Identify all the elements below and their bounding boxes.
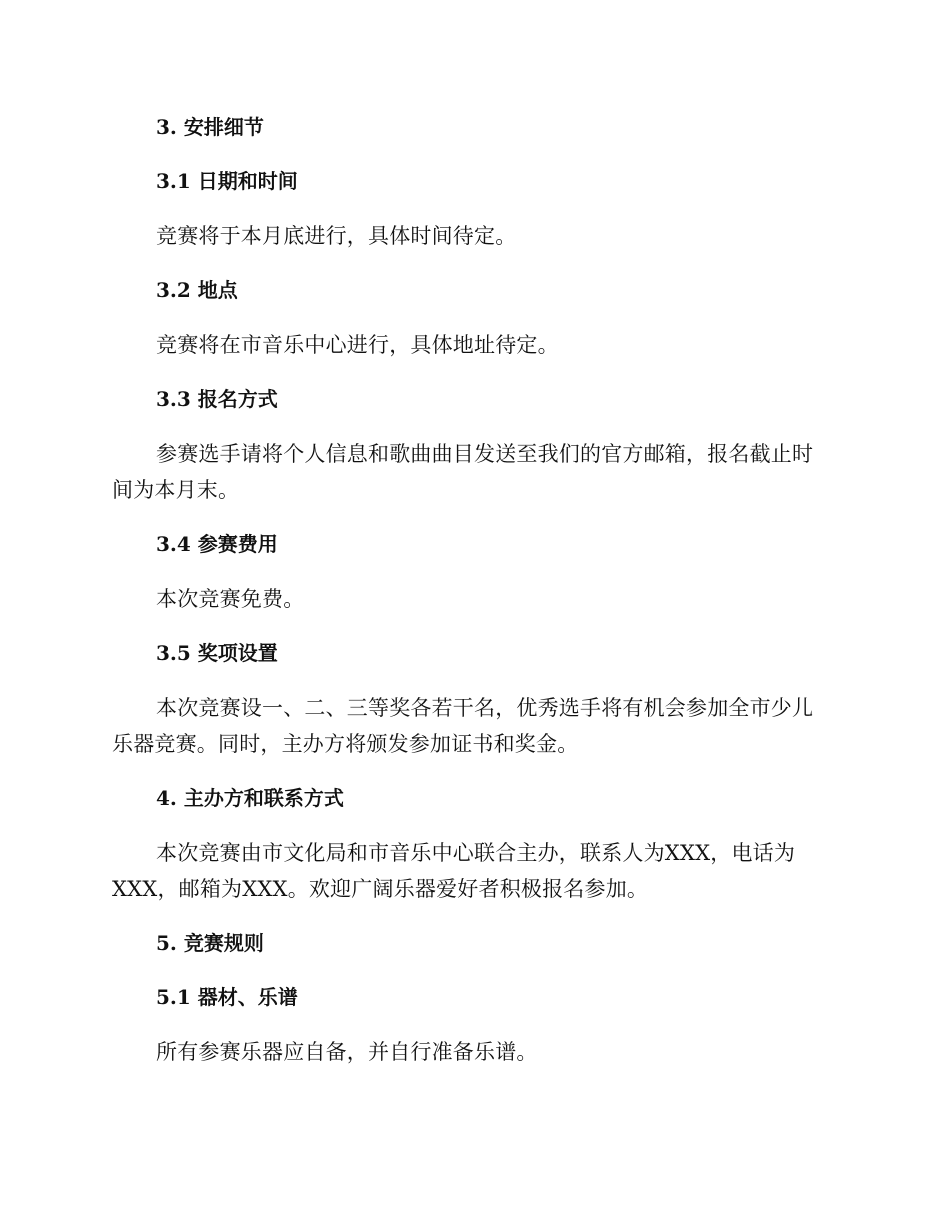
paragraph-equipment-sheet-music: 所有参赛乐器应自备，并自行准备乐谱。 bbox=[156, 1040, 538, 1064]
section-heading-4: 4. 主办方和联系方式 bbox=[156, 786, 344, 810]
paragraph-registration: 参赛选手请将个人信息和歌曲曲目发送至我们的官方邮箱，报名截止时间为本月末。 bbox=[112, 442, 814, 502]
section-heading-3-2: 3.2 地点 bbox=[156, 278, 238, 302]
section-heading-3-4: 3.4 参赛费用 bbox=[156, 532, 278, 556]
paragraph-organizer-contact: 本次竞赛由市文化局和市音乐中心联合主办，联系人为XXX，电话为XXX，邮箱为XXX。欢迎广阔乐器爱好者积极报名参加。 bbox=[112, 841, 796, 901]
section-heading-3-1: 3.1 日期和时间 bbox=[156, 169, 298, 193]
paragraph-date-time: 竞赛将于本月底进行，具体时间待定。 bbox=[156, 224, 517, 248]
document-body bbox=[112, 110, 832, 1070]
section-heading-3-5: 3.5 奖项设置 bbox=[156, 641, 278, 665]
section-heading-5-1: 5.1 器材、乐谱 bbox=[156, 985, 298, 1009]
paragraph-awards: 本次竞赛设一、二、三等奖各若干名，优秀选手将有机会参加全市少儿乐器竞赛。同时，主办方将颁发参加证书和奖金。 bbox=[112, 696, 814, 756]
paragraph-fee: 本次竞赛免费。 bbox=[156, 587, 305, 611]
paragraph-location: 竞赛将在市音乐中心进行，具体地址待定。 bbox=[156, 333, 559, 357]
section-heading-3-3: 3.3 报名方式 bbox=[156, 387, 278, 411]
section-heading-5: 5. 竞赛规则 bbox=[156, 931, 264, 955]
section-heading-3: 3. 安排细节 bbox=[156, 115, 264, 139]
